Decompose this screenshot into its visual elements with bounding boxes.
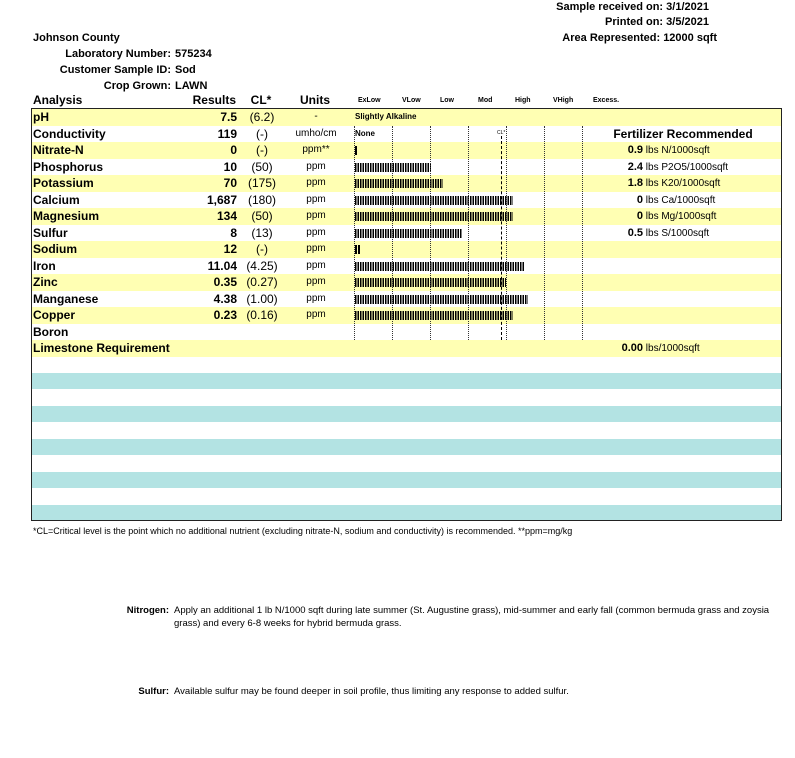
sample-received-date: 3/1/2021 <box>666 1 709 13</box>
area-label: Area Represented: <box>562 32 661 44</box>
unit-label: ppm <box>306 292 326 304</box>
nitrogen-label: Nitrogen: <box>126 605 169 616</box>
level-bar <box>355 295 528 304</box>
analysis-name: Copper <box>33 308 75 322</box>
fertilizer-heading: Fertilizer Recommended <box>613 126 753 141</box>
critical-level: (0.27) <box>246 275 278 289</box>
critical-level: (180) <box>247 192 276 207</box>
result-value: 4.38 <box>213 291 237 306</box>
fertilizer-recommendation <box>607 175 757 192</box>
scale-guide-line <box>392 126 393 341</box>
scale-vlow: VLow <box>402 97 421 104</box>
analysis-name: Phosphorus <box>33 159 104 174</box>
analysis-name: Potassium <box>33 176 94 190</box>
area-value: 12000 sqft <box>663 32 717 44</box>
fertilizer-unit: lbs K20/1000sqft <box>645 178 721 189</box>
unit-label: ppm <box>306 309 326 320</box>
fertilizer-recommendation <box>607 340 757 357</box>
crop-value: LAWN <box>175 80 208 92</box>
crop-label: Crop Grown: <box>103 80 171 92</box>
table-row <box>32 109 781 126</box>
unit-label: ppm <box>306 210 326 221</box>
result-value <box>192 324 237 341</box>
scale-excess: Excess. <box>593 97 620 104</box>
table-row <box>32 307 781 324</box>
result-value: 119 <box>217 126 237 141</box>
result-value: 11.04 <box>207 258 237 273</box>
unit-label: ppm <box>306 177 326 188</box>
critical-level: (13) <box>251 225 273 240</box>
customer-id: Sod <box>175 64 196 76</box>
level-bar <box>355 262 525 271</box>
fertilizer-recommendation <box>607 225 757 242</box>
nitrogen-note: Apply an additional 1 lb N/1000 sqft during late summer (St. Augustine grass), mid-summer and early fall (common bermuda grass and zoysia grass) and every 6-8 weeks for hybrid bermuda grass. <box>174 605 770 629</box>
critical-level-marker: CL* <box>497 129 506 136</box>
fertilizer-recommendation <box>607 142 757 159</box>
scale-vhigh: VHigh <box>553 97 574 104</box>
table-row <box>32 159 781 176</box>
scale-exlow: ExLow <box>358 97 381 104</box>
lab-number-label: Laboratory Number: <box>65 48 171 60</box>
analysis-name: Calcium <box>33 192 80 207</box>
empty-band <box>32 373 781 390</box>
level-bar <box>355 196 513 205</box>
printed-date: 3/5/2021 <box>666 16 709 28</box>
result-value: 134 <box>216 209 237 223</box>
level-bar <box>355 146 358 155</box>
table-row <box>32 324 781 341</box>
fertilizer-unit: lbs/1000sqft <box>645 343 700 354</box>
table-row <box>32 126 781 143</box>
fertilizer-amount: 0.9 <box>627 144 643 156</box>
critical-level: (-) <box>256 143 268 157</box>
result-value: 8 <box>230 225 237 240</box>
critical-level: (6.2) <box>249 110 275 124</box>
scale-mod: Mod <box>478 97 493 104</box>
analysis-name: pH <box>33 110 49 124</box>
analysis-name: Sodium <box>33 242 77 256</box>
scale-guide-line <box>430 126 431 341</box>
result-value <box>192 340 237 357</box>
scale-guide-line <box>506 126 507 341</box>
printed-label: Printed on: <box>605 16 664 28</box>
unit-label: umho/cm <box>295 127 337 139</box>
fertilizer-amount: 0.00 <box>621 342 643 354</box>
result-value: 7.5 <box>220 110 237 124</box>
result-value: 10 <box>223 159 237 174</box>
unit-label: ppm** <box>302 144 330 155</box>
level-bar <box>355 212 513 221</box>
critical-level: (50) <box>251 159 273 174</box>
sulfur-note: Available sulfur may be found deeper in soil profile, thus limiting any response to added sulfur. <box>174 686 569 697</box>
area-line <box>562 31 717 45</box>
analysis-name: Nitrate-N <box>33 143 84 157</box>
level-bar <box>355 311 513 320</box>
table-row <box>32 208 781 225</box>
unit-label: ppm <box>306 160 326 172</box>
scale-guide-line <box>544 126 545 341</box>
table-row <box>32 241 781 258</box>
table-row <box>32 258 781 275</box>
footnote: *CL=Critical level is the point which no additional nutrient (excluding nitrate-N, sodium and conductivity) is recommended. **ppm=mg/kg <box>33 526 573 536</box>
unit-label: ppm <box>306 193 326 205</box>
level-bar <box>355 229 462 238</box>
table-row <box>32 225 781 242</box>
fertilizer-recommendation <box>607 192 757 209</box>
analysis-name: Iron <box>33 258 56 273</box>
result-value: 12 <box>223 242 237 256</box>
units-heading: Units <box>300 93 330 107</box>
fertilizer-amount: 2.4 <box>627 160 643 173</box>
fertilizer-unit: lbs Ca/1000sqft <box>645 194 716 206</box>
scale-high: High <box>515 97 531 104</box>
table-row <box>32 340 781 357</box>
unit-label: - <box>314 111 318 122</box>
critical-level: (-) <box>256 126 268 141</box>
results-table <box>31 108 782 521</box>
critical-level: (175) <box>247 176 276 190</box>
critical-level: (-) <box>256 242 268 256</box>
unit-label: ppm <box>306 276 326 287</box>
scale-guide-line <box>354 126 355 341</box>
fertilizer-amount: 0 <box>636 193 643 206</box>
county-name: Johnson County <box>33 32 120 44</box>
critical-level <box>244 340 280 357</box>
critical-level: (0.16) <box>246 308 278 322</box>
critical-level <box>244 324 280 341</box>
fertilizer-unit: lbs S/1000sqft <box>645 227 710 239</box>
empty-band <box>32 472 781 489</box>
fertilizer-amount: 0.5 <box>627 226 643 239</box>
analysis-name: Conductivity <box>33 126 106 141</box>
result-value: 0.23 <box>213 308 237 322</box>
critical-level: (50) <box>251 209 273 223</box>
fertilizer-unit: lbs N/1000sqft <box>645 145 710 156</box>
fertilizer-recommendation <box>607 159 757 176</box>
level-text: Slightly Alkaline <box>355 112 417 121</box>
sample-received-line <box>556 0 709 14</box>
fertilizer-unit: lbs Mg/1000sqft <box>645 211 717 222</box>
unit-label <box>288 340 344 357</box>
table-row <box>32 192 781 209</box>
analysis-name: Manganese <box>33 291 99 306</box>
table-row <box>32 175 781 192</box>
result-value: 0.35 <box>213 275 237 289</box>
empty-band <box>32 439 781 456</box>
analysis-name: Magnesium <box>33 209 100 223</box>
critical-level-line <box>501 136 502 341</box>
table-row <box>32 274 781 291</box>
unit-label <box>288 324 344 341</box>
result-value: 1,687 <box>206 192 237 207</box>
fertilizer-amount: 1.8 <box>627 177 643 189</box>
sample-received-label: Sample received on: <box>556 1 664 13</box>
table-row <box>32 142 781 159</box>
level-text: None <box>355 128 375 138</box>
printed-line <box>605 15 709 29</box>
result-value: 0 <box>230 143 237 157</box>
critical-level: (4.25) <box>246 258 278 273</box>
analysis-name: Limestone Requirement <box>33 341 170 355</box>
sulfur-label: Sulfur: <box>138 686 169 697</box>
unit-label: ppm <box>306 259 326 271</box>
critical-level: (1.00) <box>246 291 278 306</box>
scale-guide-line <box>582 126 583 341</box>
unit-label: ppm <box>306 243 326 254</box>
analysis-name: Zinc <box>33 275 58 289</box>
unit-label: ppm <box>306 226 326 238</box>
fertilizer-recommendation <box>607 208 757 225</box>
customer-id-label: Customer Sample ID: <box>59 64 171 76</box>
analysis-heading: Analysis <box>33 93 83 107</box>
level-bar <box>355 245 361 254</box>
results-heading: Results <box>192 93 236 107</box>
scale-low: Low <box>440 97 454 104</box>
scale-guide-line <box>468 126 469 341</box>
table-row <box>32 291 781 308</box>
fertilizer-unit: lbs P2O5/1000sqft <box>645 161 729 173</box>
cl-heading: CL* <box>250 93 272 107</box>
empty-band <box>32 406 781 423</box>
lab-number: 575234 <box>175 48 212 60</box>
result-value: 70 <box>223 176 237 190</box>
empty-band <box>32 505 781 522</box>
analysis-name: Sulfur <box>33 225 68 240</box>
fertilizer-amount: 0 <box>636 210 643 222</box>
analysis-name: Boron <box>33 324 69 339</box>
